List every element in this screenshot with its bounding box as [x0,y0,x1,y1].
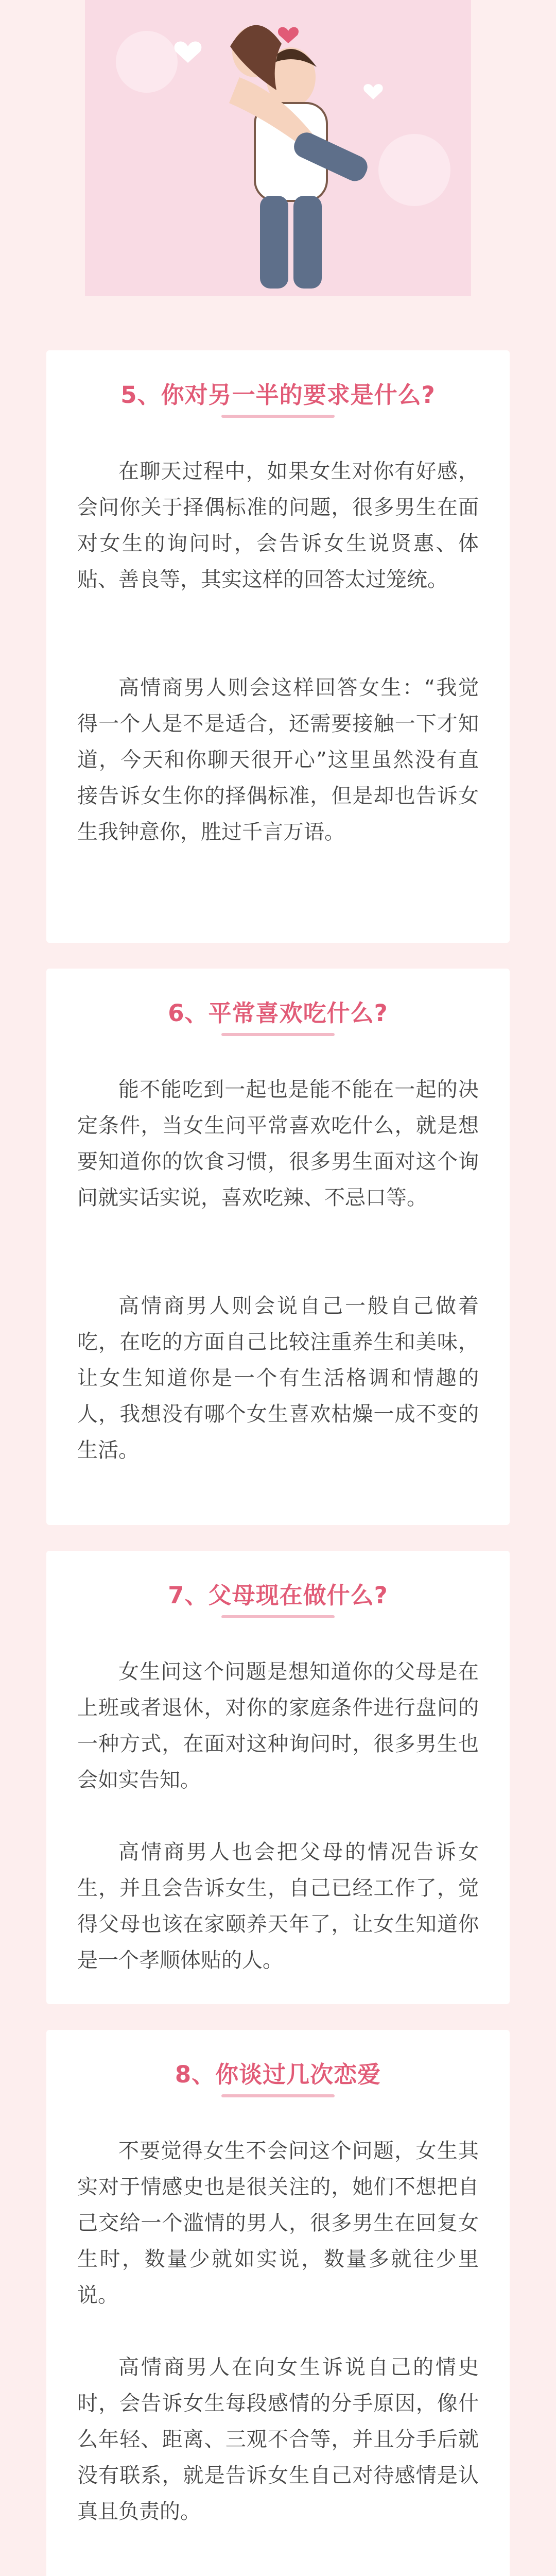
section-paragraph: 高情商男人则会说自己一般自己做着吃，在吃的方面自己比较注重养生和美味，让女生知道你是一个有生活格调和情趣的人，我想没有哪个女生喜欢枯燥一成不变的生活。 [77,1294,479,1462]
section-paragraph: 高情商男人则会这样回答女生：“我觉得一个人是不是适合，还需要接触一下才知道，今天和你聊天很开心”这里虽然没有直接告诉女生你的择偶标准，但是却也告诉女生我钟意你，胜过千言万语。 [77,676,479,844]
section-title: 6、平常喜欢吃什么? [168,999,388,1027]
section-paragraph: 在聊天过程中，如果女生对你有好感，会问你关于择偶标准的问题，很多男生在面对女生的询问时，会告诉女生说贤惠、体贴、善良等，其实这样的回答太过笼统。 [77,460,479,591]
section-title: 7、父母现在做什么? [168,1582,388,1609]
section-card-5 [46,350,510,943]
title-underline [221,415,335,418]
title-underline [221,2094,335,2097]
section-paragraph: 高情商男人也会把父母的情况告诉女生，并且会告诉女生，自己已经工作了，觉得父母也该在家颐养天年了，让女生知道你是一个孝顺体贴的人。 [77,1840,479,1972]
section-paragraph: 能不能吃到一起也是能不能在一起的决定条件，当女生问平常喜欢吃什么，就是想要知道你的饮食习惯，很多男生面对这个询问就实话实说，喜欢吃辣、不忌口等。 [77,1078,479,1210]
section-paragraph: 高情商男人在向女生诉说自己的情史时，会告诉女生每段感情的分手原因，像什么年轻、距离、三观不合等，并且分手后就没有联系，就是告诉女生自己对待感情是认真且负责的。 [77,2355,479,2523]
section-card-6 [46,969,510,1525]
section-card-8 [46,2030,510,2576]
couple-piggyback-drawing [85,0,471,296]
section-paragraph: 女生问这个问题是想知道你的父母是在上班或者退休，对你的家庭条件进行盘问的一种方式，在面对这种询问时，很多男生也会如实告知。 [77,1660,479,1792]
couple-piggyback-illustration [85,0,471,296]
section-title: 5、你对另一半的要求是什么? [120,381,436,409]
section-title: 8、你谈过几次恋爱 [175,2061,381,2088]
section-paragraph: 不要觉得女生不会问这个问题，女生其实对于情感史也是很关注的，她们不想把自己交给一个滥情的男人，很多男生在回复女生时，数量少就如实说，数量多就往少里说。 [77,2139,479,2307]
title-underline [221,1033,335,1036]
title-underline [221,1615,335,1618]
section-card-7 [46,1551,510,2004]
